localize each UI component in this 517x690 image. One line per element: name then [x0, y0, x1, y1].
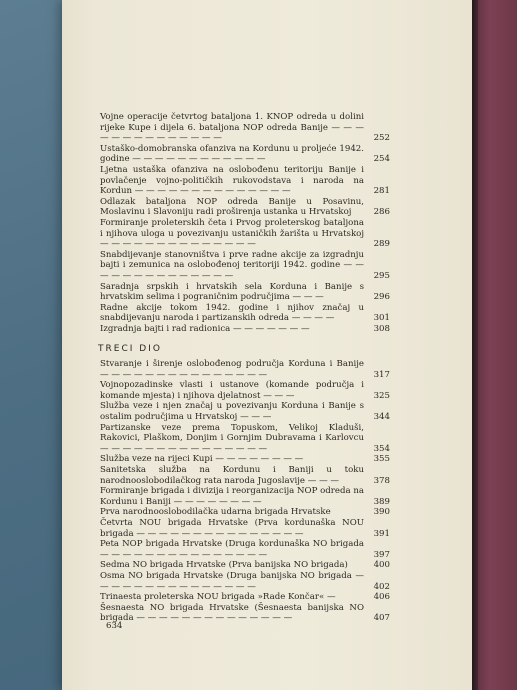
toc-entry: [100, 518, 390, 539]
toc-entry-title: Peta NOP brigada Hrvatske (Druga kordunaška NO brigada — — — — — — — — — — — — — — —: [100, 539, 364, 560]
toc-entry: [100, 592, 390, 603]
toc-entry-page: 378: [373, 475, 390, 486]
toc-entry-page: 252: [373, 133, 390, 144]
toc-entry-page: 281: [373, 186, 390, 197]
toc-entry-title: Vojne operacije četvrtog bataljona 1. KNOP odreda u dolini rijeke Kupe i dijela 6. bataljona NOP odreda Banije — — — — — — — — — — — — — —: [100, 112, 364, 144]
toc-entry-title: Sanitetska služba na Kordunu i Baniji u toku narodnooslobodilačkog rata naroda Jugoslavije — — —: [100, 465, 364, 486]
toc-entry: [100, 507, 390, 518]
toc-entry: [100, 539, 390, 560]
toc-entry-page: 389: [373, 496, 390, 507]
toc-entry-page: 296: [373, 292, 390, 303]
toc-entry-title: Saradnja srpskih i hrvatskih sela Korduna i Banije s hrvatskim selima i pograničnim područjima — — —: [100, 281, 364, 303]
book-spine: [472, 0, 517, 690]
toc-entry: [100, 380, 390, 401]
toc-entry: [100, 282, 390, 303]
toc-entry-page: 397: [373, 549, 390, 560]
toc-entry: [100, 218, 390, 250]
spine-edge: [472, 0, 478, 690]
toc-entry-title: Vojnopozadinske vlasti i ustanove (komande područja i komande mjesta) i njihova djelatnost — — —: [100, 380, 364, 401]
toc-entry-title: Ljetna ustaška ofanziva na oslobođenu teritoriju Banije i povlačenje vojno-političkih rukovodstava i naroda na Kordun — — — — — — — — — — — — — —: [100, 164, 364, 197]
toc-entry-title: Prva narodnooslobodilačka udarna brigada Hrvatske: [100, 507, 331, 518]
toc-entry-title: Formiranje proleterskih četa i Prvog proleterskog bataljona i njihova uloga u povezivanju ustaničkih žarišta u Hrvatskoj — — — — — — — — — — — — — —: [100, 217, 364, 250]
toc-entry-page: 286: [373, 207, 390, 218]
toc-entry-title: Odlazak bataljona NOP odreda Banije u Posavinu, Moslavinu i Slavoniju radi proširenja ustanka u Hrvatskoj: [100, 196, 364, 218]
section-heading: TRECI DIO: [98, 344, 162, 355]
entries-after: [100, 359, 390, 624]
toc-entry: [100, 165, 390, 197]
toc-entry-page: 354: [373, 443, 390, 454]
toc-entry-page: 325: [373, 390, 390, 401]
toc-entry-page: 402: [373, 581, 390, 592]
toc-entry-title: Trinaesta proleterska NOU brigada »Rade Končar« —: [100, 592, 336, 603]
toc-entry-page: 400: [373, 560, 390, 571]
toc-entry-page: 301: [373, 313, 390, 324]
toc-entry-title: Ustaško-domobranska ofanziva na Kordunu u proljeće 1942. godine — — — — — — — — — — — —: [100, 143, 364, 165]
toc-entry-page: 355: [373, 454, 390, 465]
toc-entry-page: 407: [373, 613, 390, 624]
toc-entry-title: Stvaranje i širenje oslobođenog područja Korduna i Banije — — — — — — — — — — — — — — —: [100, 359, 364, 380]
toc-entry-title: Izgradnja bajti i rad radionica — — — — — — —: [100, 323, 310, 334]
page-number: 634: [106, 621, 123, 631]
toc-entry: [100, 324, 390, 335]
toc-entry-title: Služba veze i njen značaj u povezivanju Korduna i Banije s ostalim područjima u Hrvatskoj — — —: [100, 401, 364, 423]
toc-entry: [100, 401, 390, 422]
toc-entry-title: Šesnaesta NO brigada Hrvatske (Šesnaesta banijska NO brigada — — — — — — — — — — — — — —: [100, 602, 364, 624]
toc-entry: [100, 112, 390, 144]
table-of-contents: [100, 112, 390, 624]
toc-entry-page: 317: [373, 369, 390, 380]
toc-entry-page: 295: [373, 270, 390, 281]
toc-entry: [100, 486, 390, 507]
toc-entry-title: Sedma NO brigada Hrvatske (Prva banijska NO brigada): [100, 560, 348, 571]
toc-entry-title: Partizanske veze prema Topuskom, Velikoj Kladuši, Rakovici, Plaškom, Donjim i Gornjim Dubravama i Karlovcu — — — — — — — — — — — — — — —: [100, 422, 364, 454]
toc-entry-page: 289: [373, 239, 390, 250]
toc-entry-title: Radne akcije tokom 1942. godine i njihov značaj u snabdijevanju naroda i partizanskih odreda — — — —: [100, 302, 364, 324]
toc-entry-page: 390: [373, 507, 390, 518]
toc-entry: [100, 250, 390, 282]
toc-entry: [100, 560, 390, 571]
toc-entry-title: Četvrta NOU brigada Hrvatske (Prva kordunaška NOU brigada — — — — — — — — — — — — — — —: [100, 517, 364, 539]
toc-entry: [100, 423, 390, 455]
toc-entry-page: 308: [373, 323, 390, 334]
entries-before: [100, 112, 390, 334]
toc-entry: [100, 197, 390, 218]
toc-entry-page: 391: [373, 528, 390, 539]
toc-entry-title: Osma NO brigada Hrvatske (Druga banijska NO brigada — — — — — — — — — — — — — — —: [100, 570, 364, 592]
toc-entry: [100, 144, 390, 165]
toc-entry: [100, 359, 390, 380]
toc-entry-title: Formiranje brigada i divizija i reorganizacija NOP odreda na Kordunu i Baniji — — — — — — — —: [100, 486, 364, 507]
toc-entry: [100, 603, 390, 624]
toc-entry-title: Služba veze na rijeci Kupi — — — — — — — —: [100, 454, 304, 465]
toc-entry-page: 406: [373, 592, 390, 603]
toc-entry: [100, 465, 390, 486]
toc-entry: [100, 303, 390, 324]
toc-entry-page: 344: [373, 412, 390, 423]
toc-entry: [100, 571, 390, 592]
toc-entry-title: Snabdijevanje stanovništva i prve radne akcije za izgradnju bajti i zemunica na oslobođenoj teritoriji 1942. godine — — — — — — — — — — — — — —: [100, 249, 364, 281]
toc-entry: [100, 454, 390, 465]
toc-entry-page: 254: [373, 154, 390, 165]
